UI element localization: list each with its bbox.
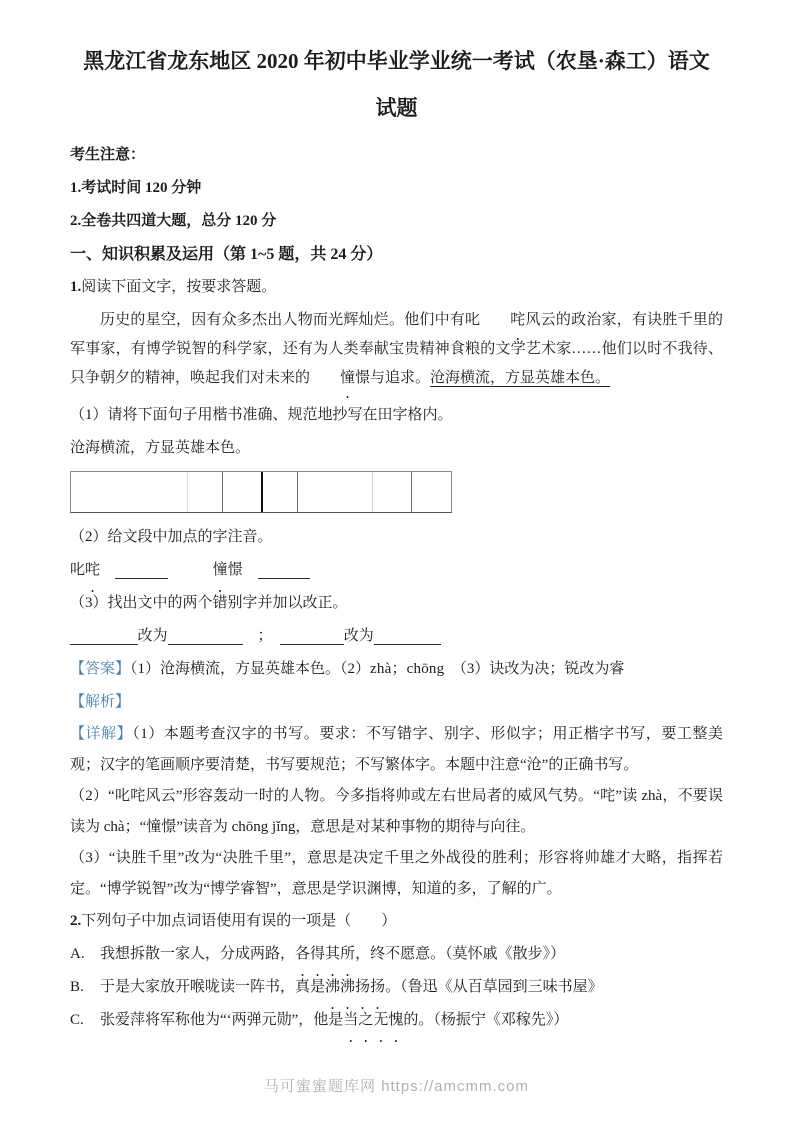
q2-option-b bbox=[70, 971, 723, 1004]
footer-site-name: 马可蜜蜜题库网 bbox=[263, 1078, 376, 1095]
q1-part1-label: （1）请将下面句子用楷书准确、规范地抄写在田字格内。 bbox=[70, 407, 453, 423]
footer bbox=[0, 1075, 793, 1096]
page-title-line2: 试题 bbox=[375, 96, 418, 120]
option-a-label: A. bbox=[70, 946, 85, 962]
option-a-text: 我想拆散一家人，分成两路，各得其所，终不愿意。（莫怀戚《散步》） bbox=[100, 946, 566, 962]
detail-p1-text: （1）本题考查汉字的书写。要求：不写错字、别字、形似字；用正楷字书写，要工整美观；汉字的笔画顺序要清楚，书写要规范；不写繁体字。本题中注意“沧”的正确书写。 bbox=[70, 726, 723, 773]
q1-part3-label: （3）找出文中的两个错别字并加以改正。 bbox=[70, 595, 348, 611]
answer-label: 【答案】 bbox=[70, 661, 131, 677]
notice-item-1: 1.考试时间 120 分钟 bbox=[70, 180, 202, 196]
detail-label: 【详解】 bbox=[70, 726, 133, 742]
notice-heading: 考生注意： bbox=[70, 147, 146, 163]
writing-grid bbox=[70, 471, 452, 513]
q1-part2-label: （2）给文段中加点的字注音。 bbox=[70, 529, 273, 545]
q2-option-a bbox=[70, 938, 723, 971]
q1-detail-p2: （2）“叱咤风云”形容轰动一时的人物。今多指将帅或左右世局者的威风气势。“咤”读 zhà，不要误读为 chà；“憧憬”读音为 chōng jǐng，意思是对某种事物的期待与向往。 bbox=[70, 788, 723, 835]
q1-stem: 1.阅读下面文字，按要求答题。 bbox=[70, 279, 277, 295]
q1-part3-answer-line: 改为 ； 改为 bbox=[70, 620, 723, 653]
option-c-text: 张爱萍将军称他为“‘两弹元勋”，他是当之无愧的。（杨振宁《邓稼先》） bbox=[100, 1012, 569, 1028]
answer-content: （1）沧海横流，方显英雄本色。（2）zhà；chōng （3）诀改为决；锐改为睿 bbox=[130, 661, 625, 677]
q2-option-c bbox=[70, 1004, 723, 1037]
q1-detail-p1 bbox=[70, 719, 723, 781]
page-title-line1: 黑龙江省龙东地区 2020 年初中毕业学业统一考试（农垦·森工）语文 bbox=[83, 49, 710, 73]
option-b-label: B. bbox=[70, 979, 84, 995]
section-1-heading: 一、知识积累及运用（第 1~5 题，共 24 分） bbox=[70, 246, 383, 263]
option-c-label: C. bbox=[70, 1012, 84, 1028]
footer-link[interactable]: https://amcmm.com bbox=[381, 1078, 530, 1095]
q1-part1-sentence: 沧海横流，方显英雄本色。 bbox=[70, 440, 251, 456]
q1-answer-line bbox=[70, 653, 723, 686]
notice-item-2: 2.全卷共四道大题，总分 120 分 bbox=[70, 213, 277, 229]
q2-stem: 2.下列句子中加点词语使用有误的一项是（ ） bbox=[70, 913, 397, 929]
q1-part2-answer-line: 叱咤 憧憬 bbox=[70, 554, 723, 587]
q1-detail-p3: （3）“诀胜千里”改为“决胜千里”，意思是决定千里之外战役的胜利；形容将帅雄才大略，指挥若定。“博学锐智”改为“博学睿智”，意思是学识渊博，知道的多，了解的广。 bbox=[70, 850, 723, 897]
analysis-label: 【解析】 bbox=[70, 694, 131, 710]
option-b-text: 于是大家放开喉咙读一阵书，真是沸沸扬扬。（鲁迅《从百草园到三味书屋》 bbox=[100, 979, 603, 995]
q1-passage: 历史的星空，因有众多杰出人物而光辉灿烂。他们中有叱 咤风云的政治家，有诀胜千里的军事家，有博学锐智的科学家，还有为人类奉献宝贵精神食粮的文学艺术家……他们以时不我待、只争朝夕的精神，唤起我们对未来的 憧憬与追求。沧海横流，方显英雄本色。 bbox=[70, 312, 723, 386]
